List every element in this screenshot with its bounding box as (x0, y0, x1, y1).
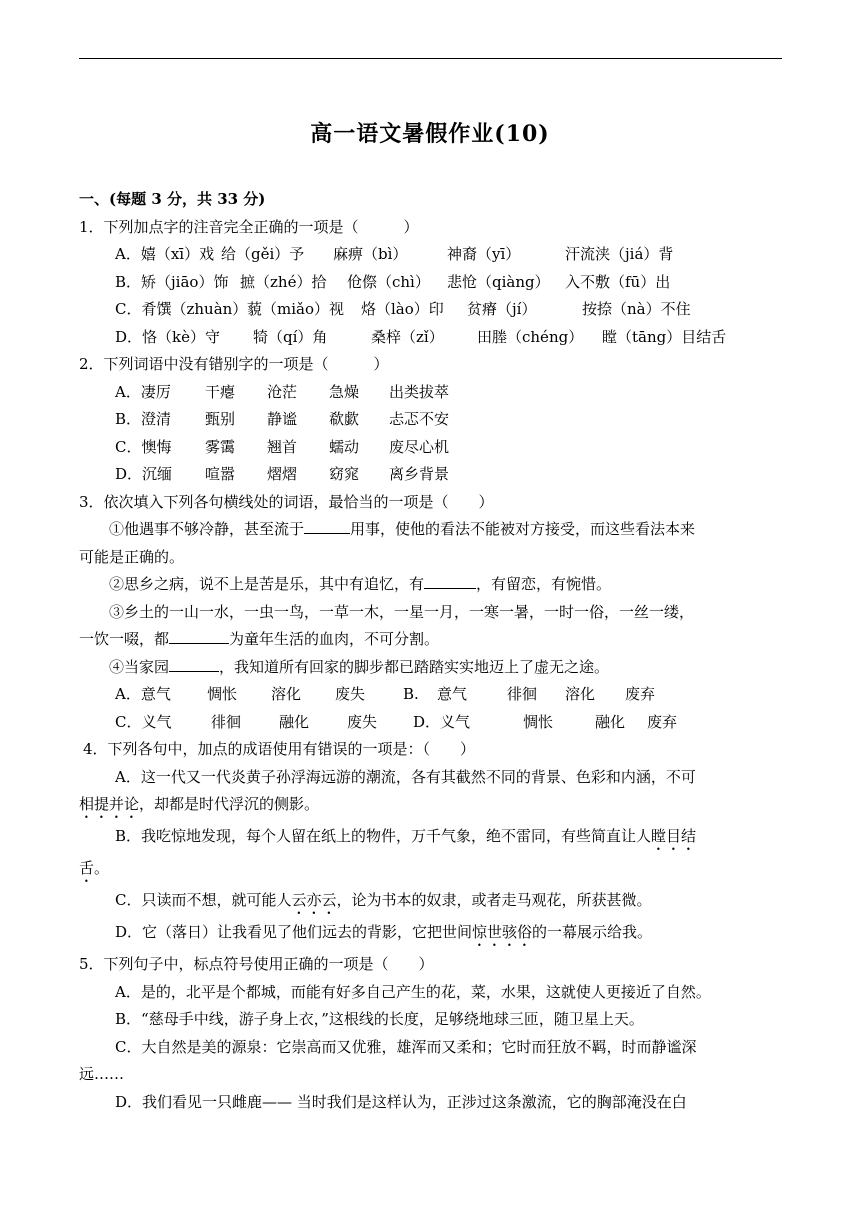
option-item: 神裔（yī） (447, 245, 521, 263)
option-item: 忐忑不安 (389, 410, 450, 428)
page-title: 高一语文暑假作业(10) (310, 121, 550, 147)
question-3-sentence-3-cont: 一饮一啜，都 为童年生活的血肉，不可分割。 (79, 630, 440, 648)
dotted-idiom: 舌 (79, 859, 95, 877)
fill-blank (424, 574, 476, 589)
option-item: 熠熠 (267, 465, 298, 483)
option-item: C．肴馔（zhuàn） (115, 300, 248, 318)
option-item: 甄别 (205, 410, 236, 428)
option-item: 干瘪 (205, 382, 236, 401)
option-item: 窈窕 (329, 465, 360, 483)
question-4-option-a-cont: 相提并论，却都是时代浮沉的侧影。 (79, 795, 320, 813)
question-4-option-b-cont: 舌。 (79, 859, 110, 877)
top-rule (79, 58, 782, 59)
question-1-stem: 1．下列加点字的注音完全正确的一项是（ ） (79, 217, 419, 236)
option-item: 欷歔 (329, 410, 360, 428)
option-item: A．凄厉 (115, 382, 171, 401)
question-5-option-a: A．是的，北平是个都城，而能有好多自己产生的花，菜，水果，这就使人更接近了自然。 (115, 982, 711, 1001)
option-item: 藐（miǎo）视 (247, 300, 344, 318)
option-item: 悲怆（qiàng） (447, 272, 550, 291)
option-item: A．嬉（xī）戏 (115, 245, 215, 263)
question-4-option-d: D．它（落日）让我看见了他们远去的背影，它把世间惊世骇俗的一幕展示给我。 (115, 923, 653, 941)
option-item: 麻痹（bì） (333, 245, 408, 263)
fill-blank (304, 519, 350, 534)
question-3-sentence-1: ①他遇事不够冷静，甚至流于 用事，使他的看法不能被对方接受，而这些看法本来 (109, 520, 696, 538)
question-3-sentence-2: ②思乡之病，说不上是苦是乐，其中有追忆，有 ，有留恋，有惋惜。 (109, 575, 612, 593)
option-item: 给（gěi）予 (221, 245, 305, 263)
question-5-stem: 5．下列句子中，标点符号使用正确的一项是（ ） (79, 955, 434, 973)
question-2-option-b (79, 406, 783, 434)
option-item: 蠕动 (329, 437, 360, 456)
question-4-stem: 4．下列各句中，加点的成语使用有错误的一项是：（ ） (83, 740, 476, 758)
option-item: 入不敷（fū）出 (565, 272, 671, 291)
question-2-stem: 2．下列词语中没有错别字的一项是（ ） (79, 355, 389, 373)
question-1-option-b (79, 269, 783, 297)
document-body (79, 186, 783, 1116)
option-item: 雾霭 (205, 437, 236, 456)
question-2-option-d (79, 461, 783, 489)
question-1-option-c (79, 296, 783, 324)
section-heading: 一、(每题 3 分，共 33 分) (79, 190, 266, 208)
option-item: C．懊悔 (115, 437, 172, 456)
question-3-sentence-4: ④当家园 ，我知道所有回家的脚步都已踏踏实实地迈上了虚无之途。 (109, 657, 610, 676)
question-3-options-cd: C．义气 徘徊 融化 废失 D．义气 惆怅 融化 废弃 (115, 712, 678, 731)
option-item: 田塍（chéng） (477, 327, 584, 346)
option-item: 急燥 (329, 382, 360, 401)
question-3-sentence-3: ③乡土的一山一水，一虫一鸟，一草一木，一星一月，一寒一暑，一时一俗，一丝一缕， (109, 602, 695, 621)
option-item: 出类拔萃 (389, 382, 450, 401)
question-3-options-ab: A．意气 惆怅 溶化 废失 B. 意气 徘徊 溶化 废弃 (115, 685, 656, 703)
question-4-option-a: A．这一代又一代炎黄子孙浮海远游的潮流，各有其截然不同的背景、色彩和内涵，不可 (115, 767, 696, 786)
option-item: 汗流浃（jiá）背 (565, 245, 674, 263)
question-5-option-d: D．我们看见一只雌鹿—— 当时我们是这样认为，正涉过这条激流，它的胸部淹没在白 (115, 1092, 687, 1111)
option-item: 废尽心机 (389, 437, 450, 456)
option-item: 瞠（tāng）目结舌 (602, 327, 727, 346)
fill-blank (169, 629, 229, 644)
dotted-idiom: 云亦云 (291, 891, 337, 909)
question-1-option-a (79, 241, 783, 269)
option-item: B．澄清 (115, 410, 172, 428)
dotted-idiom: 惊世骇俗 (472, 923, 533, 941)
option-item: 按捺（nà）不住 (582, 300, 691, 318)
option-item: 犄（qí）角 (253, 327, 328, 346)
question-4-option-c: C．只读而不想，就可能人云亦云，论为书本的奴隶，或者走马观花，所获甚微。 (115, 891, 652, 909)
option-item: D．恪（kè）守 (115, 327, 220, 346)
question-5-option-c-cont: 远…… (79, 1065, 125, 1083)
option-item: D．沉缅 (115, 465, 173, 483)
question-2-option-a (79, 379, 783, 407)
option-item: 烙（lào）印 (361, 300, 444, 318)
question-1-option-d (79, 324, 783, 352)
option-item: 摭（zhé）拾 (240, 272, 327, 291)
option-item: 翘首 (267, 437, 298, 456)
dotted-idiom: 相提并论 (79, 795, 140, 813)
option-item: 贫瘠（jí） (467, 300, 537, 318)
option-item: 喧嚣 (205, 465, 236, 483)
option-item: 伧傺（chì） (347, 272, 430, 291)
question-2-option-c (79, 434, 783, 462)
question-3-stem: 3．依次填入下列各句横线处的词语，最恰当的一项是（ ） (79, 492, 494, 511)
question-5-option-c: C．大自然是美的源泉：它崇高而又优雅，雄浑而又柔和；它时而狂放不羁，时而静谧深 (115, 1037, 697, 1056)
question-3-sentence-1-cont: 可能是正确的。 (79, 547, 185, 566)
fill-blank (169, 657, 219, 672)
option-item: 离乡背景 (389, 465, 450, 483)
question-4-option-b: B．我吃惊地发现，每个人留在纸上的物件，万千气象，绝不雷同，有些简直让人瞠目结 (115, 827, 697, 845)
option-item: 静谧 (267, 410, 298, 428)
option-item: 桑梓（zǐ） (371, 327, 444, 346)
option-item: 沧茫 (267, 382, 298, 401)
option-item: B．矫（jiāo）饰 (115, 272, 229, 291)
question-5-option-b: B．“慈母手中线，游子身上衣，”这根线的长度，足够绕地球三匝，随卫星上天。 (115, 1010, 644, 1028)
dotted-idiom: 瞠目结 (651, 827, 697, 845)
